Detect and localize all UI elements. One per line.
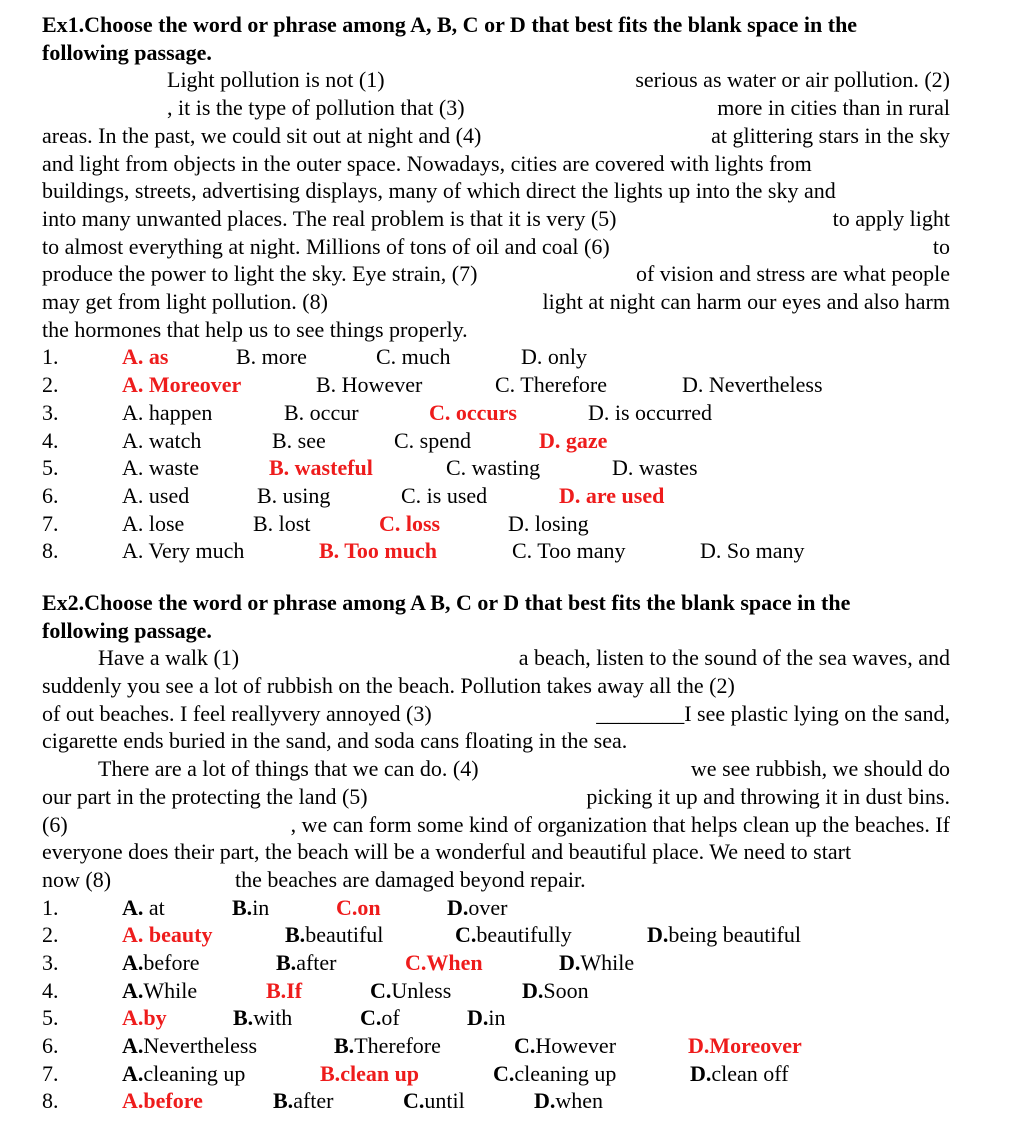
option-c: C. spend [394,427,471,453]
ex2-heading-line-1: Ex2.Choose the word or phrase among A B, C or D that best fits the blank space in the [42,589,851,615]
option-text: While [143,977,198,1003]
option-c: C. is used [401,482,488,508]
ex1-option-row [42,371,950,399]
ex2-option-row [42,921,950,949]
ex2-passage-line [42,672,950,700]
question-number: 8. [42,1088,59,1114]
option-letter: B. [285,922,306,948]
passage-text: Have a walk (1) [98,645,240,671]
option-text: cleaning up [514,1060,617,1086]
option-text: at [143,894,165,920]
option-a: A. watch [122,427,202,453]
question-number: 4. [42,977,59,1003]
option-b [266,977,302,1005]
option-a [122,1004,167,1032]
option-letter: A. [122,1088,144,1114]
ex1-passage-line [42,66,950,94]
option-letter: A. [122,1033,144,1059]
option-letter: A. [122,977,144,1003]
option-d [647,921,801,949]
question-number: 2. [42,922,59,948]
option-text: by [143,1005,167,1031]
question-number: 6. [42,1033,59,1059]
option-d: D. only [521,344,587,370]
option-d: D. wastes [612,455,698,481]
option-text: until [424,1088,465,1114]
question-number: 3. [42,399,59,425]
option-d [447,894,507,922]
option-letter: D. [447,894,469,920]
option-text: When [426,950,483,976]
option-letter: C. [336,894,358,920]
option-d [467,1004,506,1032]
option-c: C. wasting [446,455,541,481]
ex2-option-row [42,1087,950,1115]
option-text: after [296,950,337,976]
option-letter: C. [493,1060,515,1086]
ex2-option-row [42,977,950,1005]
passage-text: the beaches are damaged beyond repair. [235,866,586,892]
option-c [405,949,483,977]
ex2-passage-line [42,783,950,811]
option-a: A. Very much [122,538,245,564]
question-number: 5. [42,1005,59,1031]
option-a [122,977,197,1005]
option-c [455,921,572,949]
option-text: of [381,1005,400,1031]
option-d: D. Nevertheless [682,372,823,398]
option-text: when [555,1088,604,1114]
option-letter: D. [467,1005,489,1031]
passage-text: suddenly you see a lot of rubbish on the beach. Pollution takes away all the (2) [42,673,735,699]
passage-text: (6) [42,811,68,837]
option-b [285,921,383,949]
ex1-passage-line [42,205,950,233]
option-d [559,949,634,977]
option-a: A. waste [122,455,199,481]
passage-text: Light pollution is not (1) [167,67,385,93]
option-a [122,894,165,922]
answer-blank: ________ [596,700,685,726]
option-letter: D. [647,922,669,948]
option-letter: C. [403,1088,425,1114]
option-b: B. wasteful [269,455,373,481]
option-letter: D. [690,1060,712,1086]
passage-text: at glittering stars in the sky [711,122,950,148]
option-text: However [535,1033,617,1059]
option-d [688,1032,802,1060]
option-text: in [252,894,270,920]
option-a [122,949,200,977]
option-letter: B. [320,1060,341,1086]
ex2-option-row [42,1060,950,1088]
option-c: C. occurs [429,399,517,425]
option-letter: D. [522,977,544,1003]
option-c [360,1004,400,1032]
ex1-option-row [42,343,950,371]
passage-text: , we can form some kind of organization that helps clean up the beaches. If [290,811,950,837]
option-letter: B. [233,1005,254,1031]
passage-text: we see rubbish, we should do [690,756,950,782]
question-number: 5. [42,455,59,481]
option-c: C. much [376,344,451,370]
ex2-options [42,894,950,1116]
option-letter: A. [122,922,144,948]
ex1-options [42,343,950,565]
option-a [122,921,212,949]
question-number: 3. [42,950,59,976]
option-text: before [143,1088,203,1114]
worksheet [42,11,950,1115]
option-b: B. Too much [319,538,437,564]
question-number: 7. [42,510,59,536]
ex1-option-row [42,427,950,455]
passage-text: more in cities than in rural [717,95,950,121]
question-number: 6. [42,482,59,508]
ex1-passage-line [42,288,950,316]
ex2-passage-line [42,644,950,672]
option-text: If [286,977,303,1003]
option-letter: B. [273,1088,294,1114]
option-text: Nevertheless [143,1033,258,1059]
option-a [122,1087,203,1115]
passage-text: serious as water or air pollution. (2) [635,67,950,93]
passage-text: of out beaches. I feel reallyvery annoyed (3) [42,700,432,726]
option-a [122,1060,245,1088]
passage-text: may get from light pollution. (8) [42,289,328,315]
ex1-passage-line [42,122,950,150]
ex1-passage-line [42,316,950,344]
option-a [122,1032,257,1060]
passage-text: light at night can harm our eyes and also harm [542,289,950,315]
ex2-passage-line [42,700,950,728]
option-text: on [357,894,381,920]
option-text: in [488,1005,506,1031]
option-letter: B. [276,950,297,976]
passage-text: of vision and stress are what people [635,261,950,287]
ex1-option-row [42,510,950,538]
passage-text: I see plastic lying on the sand, [684,700,950,726]
ex2-option-row [42,1032,950,1060]
option-letter: C. [405,950,427,976]
option-letter: B. [334,1033,355,1059]
ex1-option-row [42,454,950,482]
passage-text: to almost everything at night. Millions of tons of oil and coal (6) [42,233,610,259]
option-b [276,949,336,977]
passage-text: everyone does their part, the beach will be a wonderful and beautiful place. We need to start [42,839,852,865]
option-text: before [143,950,200,976]
ex1-option-row [42,482,950,510]
option-a: A. lose [122,510,185,536]
ex2-option-row [42,1004,950,1032]
option-letter: C. [455,922,477,948]
ex2-heading-line-2: following passage. [42,617,212,643]
passage-text: our part in the protecting the land (5) [42,783,368,809]
option-letter: A. [122,1005,144,1031]
question-number: 1. [42,894,59,920]
ex1-passage-line [42,94,950,122]
passage-text: the hormones that help us to see things properly. [42,316,468,342]
option-b: B. more [236,344,307,370]
option-letter: D. [559,950,581,976]
option-c: C. Too many [512,538,626,564]
option-text: with [253,1005,293,1031]
option-text: beautiful [305,922,384,948]
option-letter: C. [360,1005,382,1031]
option-text: clean up [340,1060,420,1086]
option-b [320,1060,419,1088]
option-d: D. gaze [539,427,608,453]
passage-text: cigarette ends buried in the sand, and soda cans floating in the sea. [42,728,628,754]
option-b: B. However [316,372,423,398]
option-b: B. using [257,482,331,508]
option-text: Therefore [354,1033,441,1059]
option-b [233,1004,292,1032]
passage-text: There are a lot of things that we can do. (4) [98,756,479,782]
ex1-passage-line [42,177,950,205]
ex2-passage [42,644,950,893]
ex1-heading-line-1: Ex1.Choose the word or phrase among A, B, C or D that best fits the blank space in the [42,12,858,37]
option-letter: A. [122,894,144,920]
ex2-passage-line [42,727,950,755]
option-b: B. see [272,427,326,453]
passage-text: , it is the type of pollution that (3) [167,95,465,121]
ex1-passage [42,66,950,343]
passage-text: to apply light [832,205,950,231]
option-c [370,977,451,1005]
passage-text: now (8) [42,866,112,892]
question-number: 7. [42,1060,59,1086]
passage-text: into many unwanted places. The real problem is that it is very (5) [42,205,617,231]
option-text: beautifully [476,922,572,948]
ex1-option-row [42,399,950,427]
option-d [690,1060,789,1088]
option-text: beauty [143,922,213,948]
option-a: A. as [122,344,169,370]
passage-text: areas. In the past, we could sit out at night and (4) [42,122,482,148]
passage-text: to [932,233,950,259]
ex1-heading-line-2: following passage. [42,39,212,65]
option-c [493,1060,616,1088]
option-d: D. So many [700,538,805,564]
option-b: B. occur [284,399,359,425]
option-text: Soon [543,977,589,1003]
passage-text: buildings, streets, advertising displays, many of which direct the lights up into the sky and [42,178,836,204]
ex2-option-row [42,894,950,922]
question-number: 1. [42,344,59,370]
option-text: being beautiful [668,922,801,948]
option-d [534,1087,603,1115]
option-b [334,1032,441,1060]
option-text: clean off [711,1060,789,1086]
exercise-2 [42,589,950,1115]
option-b: B. lost [253,510,311,536]
option-a: A. Moreover [122,372,242,398]
option-text: While [580,950,635,976]
option-text: Moreover [709,1033,802,1059]
option-c [336,894,381,922]
option-letter: A. [122,950,144,976]
option-d: D. losing [508,510,589,536]
passage-text: a beach, listen to the sound of the sea waves, and [518,645,950,671]
option-b [273,1087,333,1115]
option-letter: B. [232,894,253,920]
option-letter: C. [370,977,392,1003]
option-letter: A. [122,1060,144,1086]
option-text: over [468,894,508,920]
ex2-option-row [42,949,950,977]
option-a: A. used [122,482,190,508]
option-a: A. happen [122,399,213,425]
option-c: C. loss [379,510,441,536]
ex1-passage-line [42,260,950,288]
option-d [522,977,589,1005]
question-number: 4. [42,427,59,453]
passage-text: produce the power to light the sky. Eye strain, (7) [42,261,478,287]
option-letter: D. [688,1033,710,1059]
option-c [514,1032,616,1060]
option-c [403,1087,465,1115]
passage-text: and light from objects in the outer space. Nowadays, cities are covered with lights from [42,150,812,176]
option-letter: C. [514,1033,536,1059]
question-number: 8. [42,538,59,564]
question-number: 2. [42,372,59,398]
ex1-option-row [42,537,950,565]
passage-text: picking it up and throwing it in dust bins. [586,783,950,809]
exercise-1 [42,11,950,565]
option-letter: D. [534,1088,556,1114]
option-d: D. are used [559,482,665,508]
option-text: Unless [391,977,452,1003]
option-text: after [293,1088,334,1114]
option-d: D. is occurred [588,399,713,425]
ex2-passage-line [42,811,950,839]
ex2-passage-line [42,838,950,866]
option-letter: B. [266,977,287,1003]
ex1-passage-line [42,150,950,178]
ex1-passage-line [42,233,950,261]
ex2-passage-line [42,755,950,783]
option-text: cleaning up [143,1060,246,1086]
option-c: C. Therefore [495,372,607,398]
option-b [232,894,269,922]
ex2-passage-line [42,866,950,894]
